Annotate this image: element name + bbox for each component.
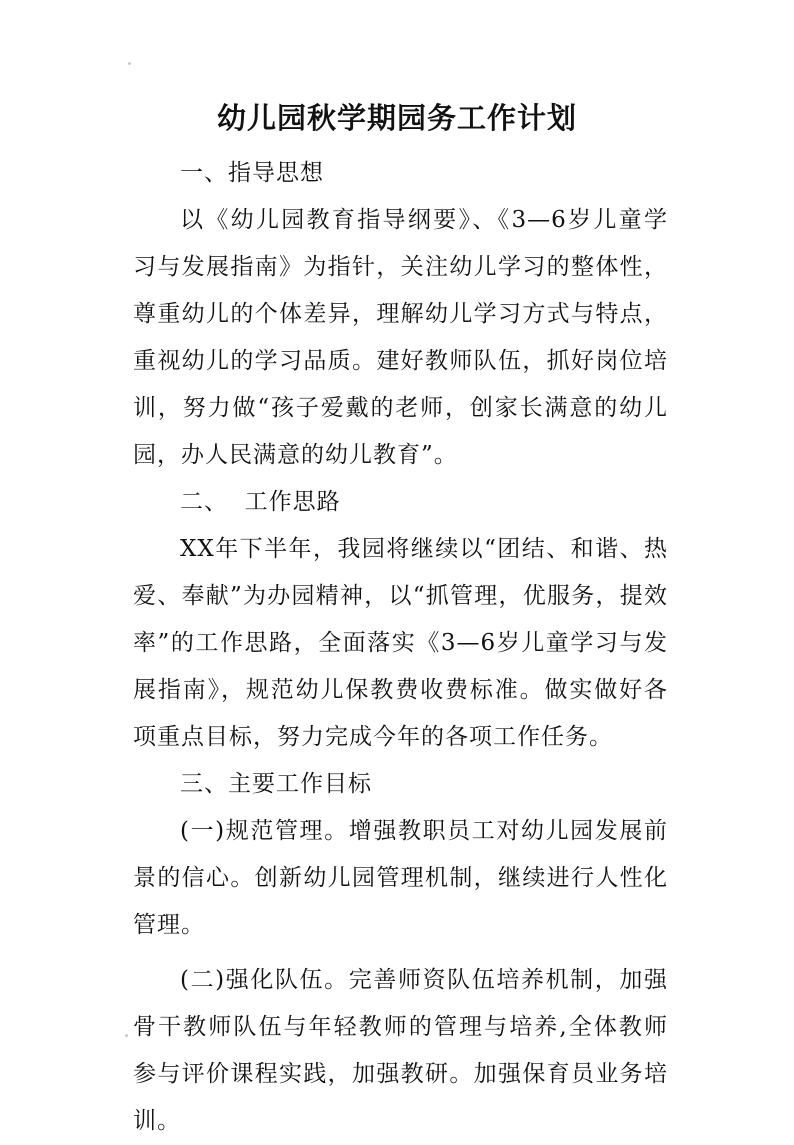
paragraph-strengthen-team: (二)强化队伍。完善师资队伍培养机制，加强骨干教师队伍与年轻教师的管理与培养,全体教师参与评价课程实践，加强教研。加强保育员业务培训。 (133, 967, 668, 1134)
paragraph-work-approach: XX年下半年，我园将继续以“团结、和谐、热爱、奉献”为办园精神，以“抓管理，优服务，提效率”的工作思路，全面落实《3—6岁儿童学习与发展指南》，规范幼儿保教费收费标准。做实做好各项重点目标，努力完成今年的各项工作任务。 (133, 536, 668, 750)
paragraph-standardize-management: (一)规范管理。增强教职员工对幼儿园发展前景的信心。创新幼儿园管理机制，继续进行人性化管理。 (133, 818, 668, 938)
document-body (133, 150, 668, 1145)
section-heading-main-goals: 三、主要工作目标 (180, 771, 372, 797)
scan-speck (128, 62, 131, 65)
scan-speck (125, 1034, 128, 1037)
section-heading-work-approach: 二、 工作思路 (180, 489, 341, 515)
document-title: 幼儿园秋学期园务工作计划 (216, 101, 577, 135)
paragraph-guiding-ideology: 以《幼儿园教育指导纲要》、《3—6岁儿童学习与发展指南》为指针，关注幼儿学习的整体性，尊重幼儿的个体差异，理解幼儿学习方式与特点，重视幼儿的学习品质。建好教师队伍，抓好岗位培训，努力做“孩子爱戴的老师，创家长满意的幼儿园，办人民满意的幼儿教育”。 (133, 207, 668, 468)
section-heading-guiding-ideology: 一、指导思想 (180, 160, 324, 186)
